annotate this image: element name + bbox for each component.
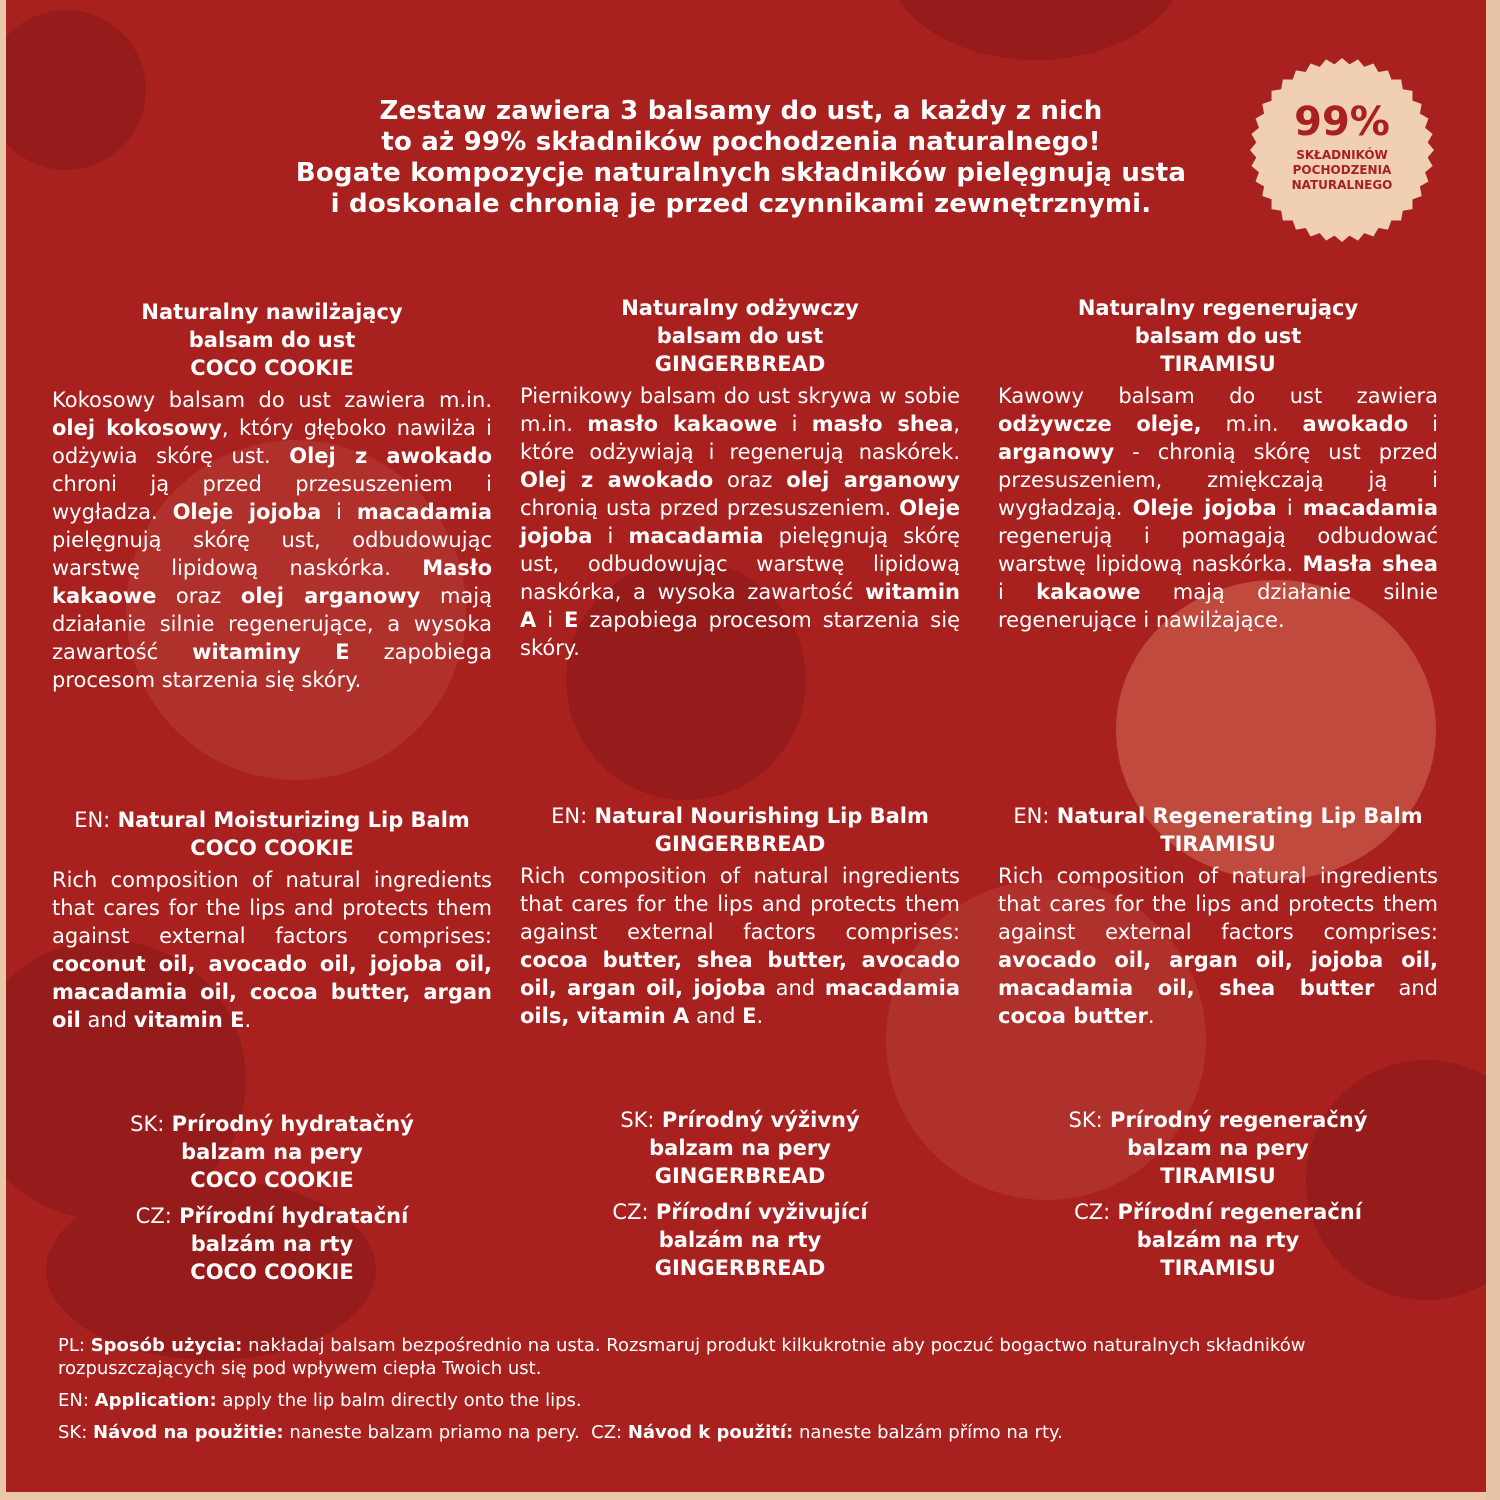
title-line: Naturalny regenerujący	[1077, 296, 1359, 320]
lang-prefix: EN:	[551, 804, 588, 828]
product-en-description	[520, 862, 960, 1030]
description-text: i	[592, 524, 629, 548]
lang-prefix: SK:	[130, 1112, 165, 1136]
product-skcz-coco-cookie	[52, 1110, 492, 1286]
description-text: zapobiega procesom starzenia się skóry.	[52, 640, 493, 692]
product-en-title	[52, 806, 492, 862]
highlighted-ingredient: E	[742, 1004, 757, 1028]
product-name: COCO COOKIE	[190, 836, 354, 860]
intro-line: Bogate kompozycje naturalnych składników pielęgnują usta	[295, 158, 1187, 188]
highlighted-ingredient: macadamia	[628, 524, 764, 548]
usage-text: naneste balzam priamo na pery.	[283, 1422, 580, 1443]
product-pl-gingerbread	[520, 294, 960, 662]
highlighted-ingredient: macadamia	[356, 500, 493, 524]
highlighted-ingredient: macadamia	[1302, 496, 1438, 520]
usage-text: nakładaj balsam bezpośrednio na usta. Rozsmaruj produkt kilkukrotnie aby poczuć bogactwo naturalnych składników rozpuszczających się pod wpływem ciepła Twoich ust.	[58, 1335, 1306, 1379]
product-skcz-tiramisu	[998, 1106, 1438, 1282]
description-text: Kokosowy balsam do ust zawiera m.in.	[52, 388, 492, 412]
intro-line: to aż 99% składników pochodzenia naturalnego!	[381, 127, 1101, 157]
highlighted-ingredient: olej kokosowy	[52, 416, 222, 440]
title-line: balsam do ust	[656, 324, 824, 348]
en-title-text: Natural Nourishing Lip Balm	[594, 804, 929, 828]
description-text: i	[1276, 496, 1303, 520]
sk-title: Prírodný hydratačný	[171, 1112, 414, 1136]
product-name: COCO COOKIE	[190, 1260, 354, 1284]
product-name: GINGERBREAD	[654, 352, 826, 376]
highlighted-ingredient: odżywcze oleje,	[998, 412, 1202, 436]
product-name: COCO COOKIE	[190, 356, 354, 380]
product-en-description	[998, 862, 1438, 1030]
highlighted-ingredient: coconut oil, avocado oil, jojoba oil, macadamia oil, cocoa butter, argan oil	[52, 952, 492, 1032]
highlighted-ingredient: Oleje jojoba	[520, 496, 960, 548]
highlighted-ingredient: vitamin E	[133, 1008, 245, 1032]
cz-title: Přírodní hydratační	[179, 1204, 409, 1228]
lang-prefix: CZ:	[612, 1200, 649, 1224]
product-en-coco-cookie	[52, 806, 492, 1034]
description-text: i	[1408, 412, 1438, 436]
lang-prefix: CZ:	[591, 1422, 623, 1443]
product-name: GINGERBREAD	[654, 832, 826, 856]
product-name: GINGERBREAD	[654, 1256, 826, 1280]
sk-subtitle: balzam na pery	[649, 1136, 831, 1160]
decor-circle	[6, 10, 146, 170]
description-text: i	[536, 608, 565, 632]
description-text: and	[80, 1008, 134, 1032]
badge-line: POCHODZENIA	[1292, 163, 1392, 177]
product-pl-description	[520, 382, 960, 662]
product-name: COCO COOKIE	[190, 1168, 354, 1192]
description-text: oraz	[156, 584, 241, 608]
lang-prefix: SK:	[58, 1422, 88, 1443]
product-pl-description	[998, 382, 1438, 634]
highlighted-ingredient: Oleje jojoba	[172, 500, 322, 524]
package-edge	[1486, 0, 1500, 1500]
product-en-description	[52, 866, 492, 1034]
product-en-tiramisu	[998, 802, 1438, 1030]
usage-label: Návod k použití:	[627, 1422, 794, 1443]
highlighted-ingredient: cocoa butter, shea butter, avocado oil, argan oil, jojoba	[520, 948, 960, 1000]
product-pl-title	[52, 298, 492, 382]
highlighted-ingredient: awokado	[1302, 412, 1409, 436]
highlighted-ingredient: Masło kakaowe	[52, 556, 492, 608]
description-text: and	[689, 1004, 743, 1028]
highlighted-ingredient: olej arganowy	[240, 584, 421, 608]
description-text: Rich composition of natural ingredients that cares for the lips and protects them against external factors comprises:	[52, 868, 492, 948]
product-name: TIRAMISU	[1160, 1256, 1276, 1280]
sk-title: Prírodný regeneračný	[1110, 1108, 1368, 1132]
description-text: .	[1147, 1004, 1155, 1028]
lang-prefix: EN:	[58, 1390, 89, 1411]
intro-line: i doskonale chronią je przed czynnikami zewnętrznymi.	[330, 189, 1152, 219]
badge-percent: 99%	[1294, 99, 1390, 145]
title-line: balsam do ust	[1134, 324, 1302, 348]
highlighted-ingredient: cocoa butter	[998, 1004, 1148, 1028]
product-skcz-gingerbread	[520, 1106, 960, 1282]
description-text: , które odżywiają i regenerują naskórek.	[520, 412, 960, 464]
product-en-title	[520, 802, 960, 858]
intro-line: Zestaw zawiera 3 balsamy do ust, a każdy z nich	[379, 96, 1103, 126]
lang-prefix: SK:	[1068, 1108, 1103, 1132]
title-line: balsam do ust	[188, 328, 356, 352]
description-text: .	[756, 1004, 764, 1028]
highlighted-ingredient: E	[564, 608, 579, 632]
description-text: Piernikowy balsam do ust skrywa w sobie m.in.	[520, 384, 960, 436]
highlighted-ingredient: witaminy E	[192, 640, 350, 664]
description-text: chroni ją przed przesuszeniem i wygładza.	[52, 472, 492, 524]
highlighted-ingredient: Masła shea	[1302, 552, 1438, 576]
en-title-text: Natural Regenerating Lip Balm	[1056, 804, 1423, 828]
usage-label: Sposób użycia:	[90, 1335, 243, 1356]
description-text: mają działanie silnie regenerujące, a wysoka zawartość	[52, 584, 492, 664]
highlighted-ingredient: masło shea	[811, 412, 954, 436]
lang-prefix: CZ:	[135, 1204, 172, 1228]
highlighted-ingredient: witamin A	[520, 580, 960, 632]
highlighted-ingredient: avocado oil, argan oil, jojoba oil, macadamia oil, shea butter	[998, 948, 1438, 1000]
decor-circle	[886, 0, 1186, 60]
lang-prefix: SK:	[620, 1108, 655, 1132]
description-text: Rich composition of natural ingredients that cares for the lips and protects them against external factors comprises:	[998, 864, 1438, 944]
description-text: pielęgnują skórę ust, odbudowując warstwę lipidową naskórka.	[52, 528, 492, 580]
highlighted-ingredient: masło kakaowe	[587, 412, 778, 436]
description-text: - chronią skórę ust przed przesuszeniem, zmiękczają ją i wygładzają.	[998, 440, 1438, 520]
usage-label: Application:	[94, 1390, 217, 1411]
product-en-title	[998, 802, 1438, 858]
description-text: chronią usta przed przesuszeniem.	[520, 496, 900, 520]
product-name: TIRAMISU	[1160, 1164, 1276, 1188]
highlighted-ingredient: macadamia oils, vitamin A	[520, 976, 961, 1028]
title-line: Naturalny nawilżający	[141, 300, 403, 324]
badge-line: NATURALNEGO	[1291, 178, 1393, 192]
package-back-panel	[6, 0, 1486, 1492]
description-text: i	[777, 412, 812, 436]
natural-ingredients-badge	[1248, 56, 1436, 244]
product-pl-title	[520, 294, 960, 378]
description-text: oraz	[713, 468, 787, 492]
highlighted-ingredient: arganowy	[998, 440, 1115, 464]
usage-text: apply the lip balm directly onto the lips.	[216, 1390, 582, 1411]
highlighted-ingredient: olej arganowy	[786, 468, 960, 492]
product-name: GINGERBREAD	[654, 1164, 826, 1188]
usage-pl	[58, 1334, 1458, 1380]
description-text: pielęgnują skórę ust, odbudowując warstwę lipidową naskórka, a wysoka zawartość	[520, 524, 960, 604]
usage-en	[58, 1389, 1458, 1412]
sk-subtitle: balzam na pery	[181, 1140, 363, 1164]
cz-title: Přírodní regenerační	[1117, 1200, 1362, 1224]
lang-prefix: EN:	[74, 808, 111, 832]
product-pl-coco-cookie	[52, 298, 492, 694]
sk-subtitle: balzam na pery	[1127, 1136, 1309, 1160]
description-text: Kawowy balsam do ust zawiera	[998, 384, 1438, 408]
badge-line: SKŁADNIKÓW	[1296, 148, 1388, 162]
highlighted-ingredient: Oleje jojoba	[1132, 496, 1277, 520]
cz-subtitle: balzám na rty	[190, 1232, 354, 1256]
description-text: zapobiega procesom starzenia się skóry.	[520, 608, 960, 660]
usage-label: Návod na použitie:	[93, 1422, 284, 1443]
usage-sk-cz	[58, 1421, 1458, 1444]
cz-title: Přírodní vyživující	[655, 1200, 868, 1224]
highlighted-ingredient: Olej z awokado	[289, 444, 492, 468]
intro-text	[186, 96, 1296, 220]
description-text: .	[244, 1008, 252, 1032]
cz-subtitle: balzám na rty	[658, 1228, 822, 1252]
title-line: Naturalny odżywczy	[621, 296, 859, 320]
product-pl-description	[52, 386, 492, 694]
product-en-gingerbread	[520, 802, 960, 1030]
lang-prefix: EN:	[1013, 804, 1050, 828]
highlighted-ingredient: kakaowe	[1036, 580, 1141, 604]
usage-instructions	[58, 1334, 1458, 1453]
description-text: and	[765, 976, 825, 1000]
description-text: mają działanie silnie regenerujące i nawilżające.	[998, 580, 1438, 632]
description-text: i	[321, 500, 357, 524]
description-text: i	[998, 580, 1037, 604]
description-text: and	[1374, 976, 1438, 1000]
product-pl-title	[998, 294, 1438, 378]
description-text: regenerują i pomagają odbudować warstwę lipidową naskórka.	[998, 524, 1438, 576]
product-pl-tiramisu	[998, 294, 1438, 634]
lang-prefix: CZ:	[1074, 1200, 1111, 1224]
lang-prefix: PL:	[58, 1335, 85, 1356]
product-name: TIRAMISU	[1160, 832, 1276, 856]
sk-title: Prírodný výživný	[661, 1108, 860, 1132]
cz-subtitle: balzám na rty	[1136, 1228, 1300, 1252]
description-text: m.in.	[1201, 412, 1303, 436]
description-text: , który głęboko nawilża i odżywia skórę ust.	[52, 416, 492, 468]
highlighted-ingredient: Olej z awokado	[520, 468, 714, 492]
product-name: TIRAMISU	[1160, 352, 1276, 376]
usage-text: naneste balzám přímo na rty.	[793, 1422, 1063, 1443]
en-title-text: Natural Moisturizing Lip Balm	[117, 808, 470, 832]
description-text: Rich composition of natural ingredients that cares for the lips and protects them against external factors comprises:	[520, 864, 960, 944]
